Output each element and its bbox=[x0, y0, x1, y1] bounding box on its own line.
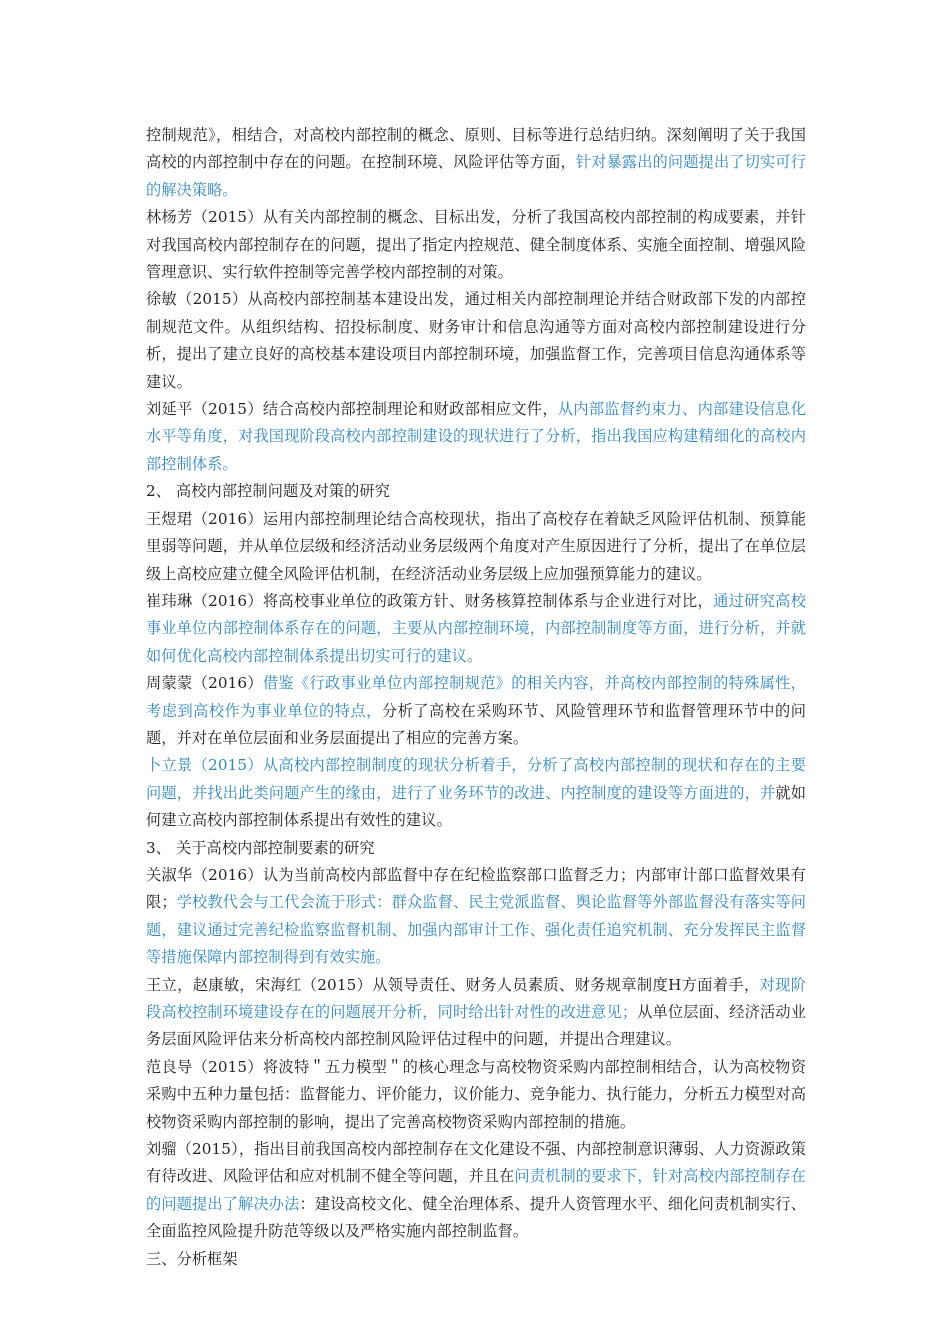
highlighted-text: 从内部监督约束力、内部建设信息化水平等角度，对我国现阶段高校内部控制建设的现状进行了分析，指出我国应构建精细化的高校内部控制体系。 bbox=[146, 400, 806, 473]
text-segment: ：建设高校文化、健全治理体系、提升人资管理水平、细化问责机制实行、全面监控风险提升防范等级以及严格实施内部控制监督。 bbox=[146, 1194, 806, 1241]
paragraph-5 bbox=[146, 506, 806, 588]
paragraph-6 bbox=[146, 588, 806, 670]
highlighted-text: 针对暴露出的问题提出了切实可行的解决策略。 bbox=[146, 153, 806, 199]
text-segment: 徐敏（2015）从高校内部控制基本建设出发，通过相关内部控制理论并结合财政部下发的内部控制规范文件。从组织结构、招投标制度、财务审计和信息沟通等方面对高校内部控制建设进行分析，提出了建立良好的高校基本建设项目内部控制环境，加强监督工作，完善项目信息沟通体系等建议。 bbox=[146, 290, 806, 391]
text-segment: 王立，赵康敏，宋海红（2015）从领导责任、财务人员素质、财务规章制度H方面着手， bbox=[146, 975, 760, 994]
highlighted-text: 学校教代会与工代会流于形式：群众监督、民主党派监督、舆论监督等外部监督没有落实等问题，建议通过完善纪检监察监督机制、加强内部审计工作、强化责任追究机制、充分发挥民主监督等措施保障内部控制得到有效实施。 bbox=[146, 893, 806, 967]
text-segment: 就如何建立高校内部控制体系提出有效性的建议。 bbox=[146, 783, 806, 830]
highlighted-text: 借鉴《行政事业单位内部控制规范》的相关内容，并高校内部控制的特殊属性，考虑到高校作为事业单位的特点， bbox=[146, 674, 806, 720]
paragraph-4 bbox=[146, 396, 806, 478]
text-segment: 从单位层面、经济活动业务层面风险评估来分析高校内部控制风险评估过程中的问题，并提出合理建议。 bbox=[146, 1003, 806, 1049]
section-heading-analysis-framework bbox=[146, 1246, 806, 1273]
paragraph-2 bbox=[146, 204, 806, 286]
text-segment: 刘延平（2015）结合高校内部控制理论和财政部相应文件， bbox=[146, 400, 558, 419]
paragraph-3 bbox=[146, 286, 806, 396]
text-segment: 崔玮琳（2016）将高校事业单位的政策方针、财务核算控制体系与企业进行对比， bbox=[146, 591, 714, 610]
section-heading-2 bbox=[146, 478, 806, 505]
paragraph-9 bbox=[146, 862, 806, 972]
text-segment: 控制规范》，相结合，对高校内部控制的概念、原则、目标等进行总结归纳。深刻阐明了关于我国高校的内部控制中存在的问题。在控制环境、风险评估等方面， bbox=[146, 126, 806, 172]
text-segment: 分析了高校在采购环节、风险管理环节和监督管理环节中的问题，并对在单位层面和业务层面提出了相应的完善方案。 bbox=[146, 701, 807, 747]
heading-text: 三、分析框架 bbox=[146, 1249, 238, 1268]
heading-text: 2、 高校内部控制问题及对策的研究 bbox=[146, 482, 391, 501]
document-body bbox=[146, 122, 806, 1273]
text-segment: 关淑华（2016）认为当前高校内部监督中存在纪检监察部口监督乏力；内部审计部口监督效果有限； bbox=[146, 865, 806, 912]
text-segment: 范良导（2015）将波特＂五力模型＂的核心理念与高校物资采购内部控制相结合，认为高校物资采购中五种力量包括：监督能力、评价能力，议价能力、竞争能力、执行能力，分析五力模型对高校物资采购内部控制的影响，提出了完善高校物资采购内部控制的措施。 bbox=[146, 1057, 806, 1131]
highlighted-text: 卜立景（2015）从高校内部控制制度的现状分析着手，分析了高校内部控制的现状和存在的主要问题，并找出此类问题产生的缘由，进行了业务环节的改进、内控制度的建设等方面进的，并 bbox=[146, 756, 806, 802]
paragraph-8 bbox=[146, 752, 806, 834]
text-segment: 周蒙蒙（2016） bbox=[146, 674, 263, 693]
paragraph-1 bbox=[146, 122, 806, 204]
text-segment: 王煜珺（2016）运用内部控制理论结合高校现状，指出了高校存在着缺乏风险评估机制、预算能里弱等问题，并从单位层级和经济活动业务层级两个角度对产生原因进行了分析，提出了在单位层级上高校应建立健全风险评估机制，在经济活动业务层级上应加强预算能力的建议。 bbox=[146, 509, 806, 583]
highlighted-text: 对现阶段高校控制环境建设存在的问题展开分析，同时给出针对性的改进意见； bbox=[146, 975, 806, 1021]
highlighted-text: 问责机制的要求下，针对高校内部控制存在的问题提出了解决办法 bbox=[146, 1167, 806, 1213]
paragraph-7 bbox=[146, 670, 806, 752]
paragraph-11 bbox=[146, 1054, 806, 1136]
section-heading-3 bbox=[146, 835, 806, 862]
heading-text: 3、 关于高校内部控制要素的研究 bbox=[146, 838, 375, 857]
text-segment: 刘骝（2015），指出目前我国高校内部控制存在文化建设不强、内部控制意识薄弱、人力资源政策有待改进、风险评估和应对机制不健全等问题，并且在 bbox=[146, 1140, 806, 1186]
text-segment: 林杨芳（2015）从有关内部控制的概念、目标出发，分析了我国高校内部控制的构成要素，并针对我国高校内部控制存在的问题，提出了指定内控规范、健全制度体系、实施全面控制、增强风险管理意识、实行软件控制等完善学校内部控制的对策。 bbox=[146, 208, 806, 282]
paragraph-12 bbox=[146, 1136, 806, 1246]
highlighted-text: 通过研究高校事业单位内部控制体系存在的问题，主要从内部控制环境，内部控制制度等方面，进行分析，并就如何优化高校内部控制体系提出切实可行的建议。 bbox=[146, 591, 806, 665]
paragraph-10 bbox=[146, 972, 806, 1054]
